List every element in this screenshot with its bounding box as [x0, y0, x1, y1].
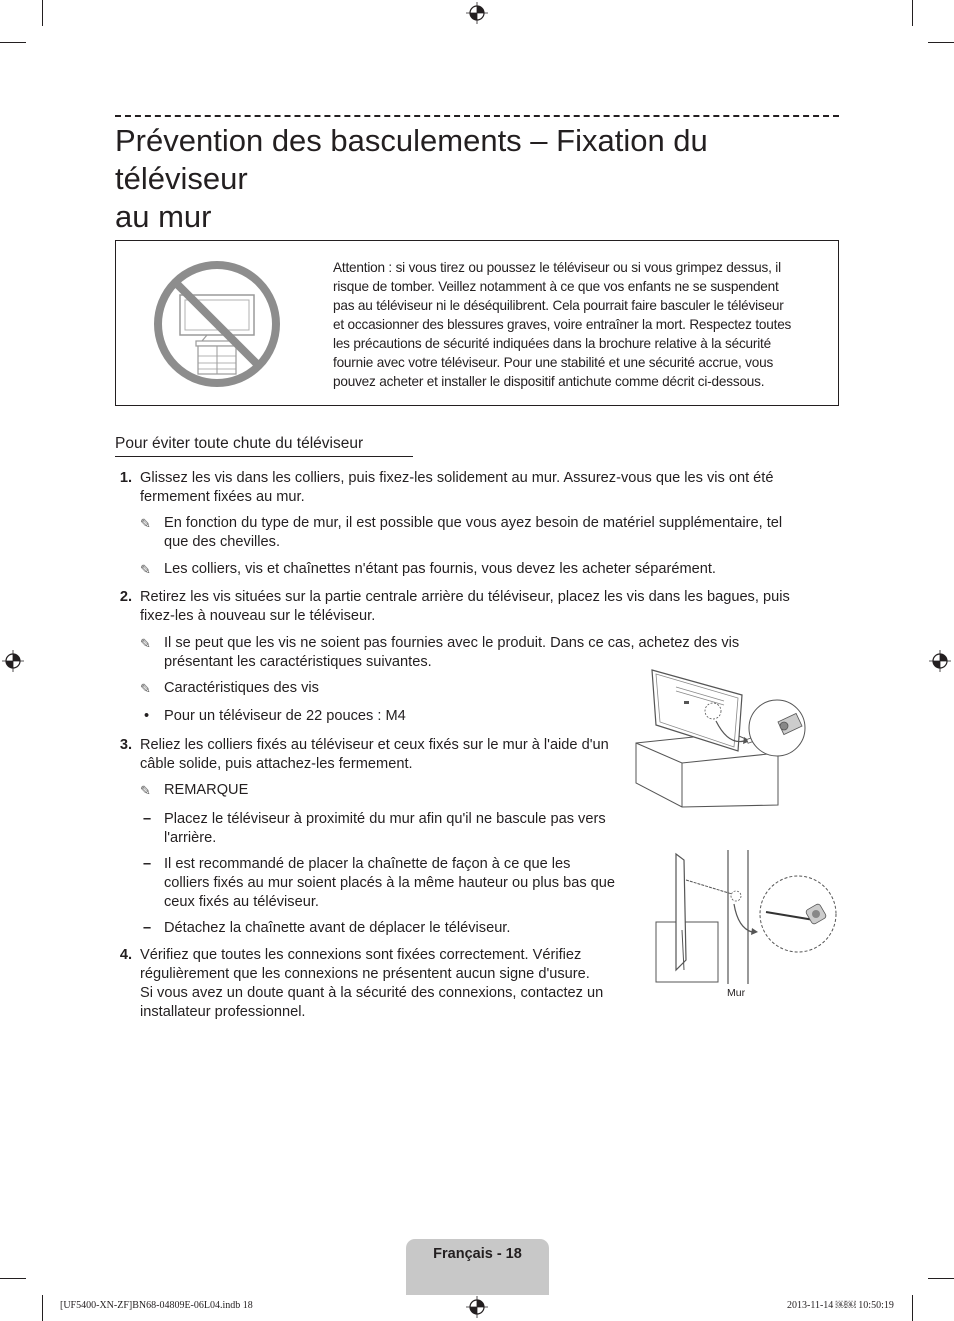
section-title: Pour éviter toute chute du téléviseur	[115, 434, 413, 457]
text-line: Reliez les colliers fixés au téléviseur et ceux fixés sur le mur à l'aide d'un	[140, 737, 609, 753]
text-line: Glissez les vis dans les colliers, puis fixez-les solidement au mur. Assurez-vous que les vis ont été	[140, 470, 774, 486]
text-line: câble solide, puis attachez-les fermement.	[140, 756, 413, 772]
warning-line: pouvez acheter et installer le dispositif antichute comme décrit ci-dessous.	[333, 374, 765, 389]
crop-mark	[42, 0, 43, 26]
text-line: Vérifiez que toutes les connexions sont fixées correctement. Vérifiez	[140, 947, 582, 963]
step-2-note-2: Caractéristiques des vis	[164, 680, 319, 696]
page-title	[115, 122, 845, 236]
step-1-note-1	[164, 514, 834, 552]
text-line: colliers fixés au mur soient placés à la même hauteur ou plus bas que	[164, 875, 616, 891]
text-line: présentant les caractéristiques suivantes.	[164, 654, 432, 670]
print-timestamp: 2013-11-14 ￼￼ 10:50:19	[787, 1300, 894, 1311]
dash-icon: –	[143, 856, 152, 872]
page-number-label: Français - 18	[433, 1246, 522, 1262]
step-3-remark: REMARQUE	[164, 782, 249, 798]
registration-mark-icon	[466, 1296, 488, 1318]
text-line: fixez-les à nouveau sur le téléviseur.	[140, 608, 376, 624]
bullet-icon: •	[144, 708, 150, 724]
note-icon: ✎	[140, 783, 151, 798]
note-icon: ✎	[140, 562, 151, 577]
step-3-dash-2	[164, 855, 639, 912]
step-3-dash-1	[164, 810, 634, 848]
text-line: En fonction du type de mur, il est possible que vous ayez besoin de matériel supplémentaire, tel	[164, 515, 783, 531]
warning-line: risque de tomber. Veillez notamment à ce que vos enfants ne se suspendent	[333, 279, 779, 294]
note-icon: ✎	[140, 516, 151, 531]
page-title-line: Prévention des basculements – Fixation du téléviseur	[115, 123, 708, 196]
step-1-note-2: Les colliers, vis et chaînettes n'étant pas fournis, vous devez les acheter séparément.	[164, 561, 716, 577]
page-title-line: au mur	[115, 199, 212, 234]
registration-mark-icon	[466, 2, 488, 24]
title-rule	[115, 115, 839, 117]
dash-icon: –	[143, 920, 152, 936]
text-line: que des chevilles.	[164, 534, 281, 550]
text-line: Retirez les vis situées sur la partie centrale arrière du téléviseur, placez les vis dans les bagues, puis	[140, 589, 790, 605]
crop-mark	[42, 1295, 43, 1321]
crop-mark	[928, 1278, 954, 1279]
warning-line: les précautions de sécurité indiquées dans la brochure relative à la sécurité	[333, 336, 771, 351]
step-3-text	[140, 736, 630, 774]
note-icon: ✎	[140, 681, 151, 696]
note-icon: ✎	[140, 636, 151, 651]
wall-label: Mur	[727, 987, 746, 999]
registration-mark-icon	[929, 650, 951, 672]
print-file-info: [UF5400-XN-ZF]BN68-04809E-06L04.indb 18	[60, 1300, 253, 1311]
no-climbing-tv-icon	[152, 259, 282, 389]
crop-mark	[912, 1295, 913, 1321]
warning-box	[115, 240, 839, 406]
step-3-dash-3: Détachez la chaînette avant de déplacer le téléviseur.	[164, 920, 511, 936]
dash-icon: –	[143, 811, 152, 827]
text-line: l'arrière.	[164, 830, 217, 846]
text-line: Placez le téléviseur à proximité du mur afin qu'il ne bascule pas vers	[164, 811, 606, 827]
wall-chain-illustration	[652, 850, 842, 990]
step-number: 2.	[119, 589, 132, 605]
crop-mark	[0, 1278, 26, 1279]
warning-line: fournie avec votre téléviseur. Pour une stabilité et une sécurité accrue, vous	[333, 355, 774, 370]
step-1-text	[140, 469, 830, 507]
crop-mark	[928, 42, 954, 43]
crop-mark	[912, 0, 913, 26]
page-number-tab	[406, 1239, 549, 1295]
text-line: fermement fixées au mur.	[140, 489, 305, 505]
step-2-text	[140, 588, 830, 626]
step-number: 3.	[119, 737, 132, 753]
step-2-bullet: Pour un téléviseur de 22 pouces : M4	[164, 708, 406, 724]
text-line: Il se peut que les vis ne soient pas fournies avec le produit. Dans ce cas, achetez des vis	[164, 635, 740, 651]
warning-line: et occasionner des blessures graves, voire entraîner la mort. Respectez toutes	[333, 317, 792, 332]
step-4-text	[140, 946, 635, 1022]
text-line: ceux fixés au téléviseur.	[164, 894, 319, 910]
registration-mark-icon	[2, 650, 24, 672]
crop-mark	[0, 42, 26, 43]
tv-bracket-illustration	[632, 665, 812, 810]
text-line: régulièrement que les connexions ne présentent aucun signe d'usure.	[140, 966, 590, 982]
step-number: 1.	[119, 470, 132, 486]
warning-line: Attention : si vous tirez ou poussez le téléviseur ou si vous grimpez dessus, il	[333, 260, 781, 275]
warning-text	[333, 258, 823, 391]
text-line: Si vous avez un doute quant à la sécurité des connexions, contactez un	[140, 985, 604, 1001]
warning-line: pas au téléviseur ni le déséquilibrent. Cela pourrait faire basculer le téléviseur	[333, 298, 784, 313]
text-line: installateur professionnel.	[140, 1004, 306, 1020]
step-number: 4.	[119, 947, 132, 963]
text-line: Il est recommandé de placer la chaînette de façon à ce que les	[164, 856, 571, 872]
